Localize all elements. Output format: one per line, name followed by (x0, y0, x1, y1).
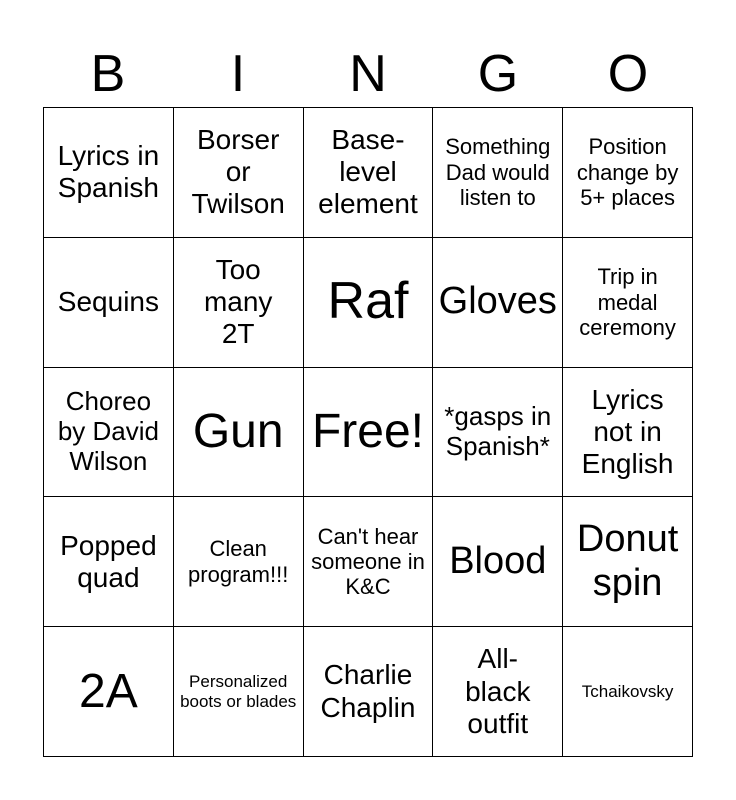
bingo-cell[interactable] (563, 108, 693, 238)
cell-label: Sequins (57, 286, 159, 318)
cell-label: Lyrics in Spanish (57, 140, 160, 204)
bingo-grid (43, 107, 693, 757)
cell-label: Something Dad would listen to (445, 134, 551, 211)
bingo-cell[interactable] (433, 497, 563, 627)
cell-label: Clean program!!! (188, 536, 289, 587)
cell-label: Free! (311, 405, 424, 459)
bingo-cell[interactable] (433, 627, 563, 757)
cell-label: 2A (79, 665, 138, 718)
cell-label: Blood (449, 539, 547, 582)
cell-label: Too many 2T (203, 253, 273, 350)
cell-label: Gun (192, 405, 284, 459)
cell-label: Donut spin (576, 518, 679, 604)
cell-label: Personalized boots or blades (180, 672, 297, 711)
cell-label: All-black outfit (465, 643, 531, 739)
bingo-cell[interactable] (44, 238, 174, 368)
bingo-cell[interactable] (433, 368, 563, 498)
bingo-cell[interactable] (304, 368, 434, 498)
cell-label: Trip in medal ceremony (579, 264, 676, 340)
bingo-cell[interactable] (174, 108, 304, 238)
bingo-cell[interactable] (433, 108, 563, 238)
bingo-cell[interactable] (44, 627, 174, 757)
bingo-cell[interactable] (304, 108, 434, 238)
bingo-cell[interactable] (304, 497, 434, 627)
bingo-cell[interactable] (174, 627, 304, 757)
bingo-cell[interactable] (174, 368, 304, 498)
cell-label: Borser or Twilson (191, 124, 285, 220)
bingo-cell[interactable] (304, 627, 434, 757)
cell-label: Raf (327, 272, 409, 331)
header-letter-n: N (349, 45, 387, 103)
bingo-cell[interactable] (563, 368, 693, 498)
header-letter-o: O (607, 45, 649, 103)
bingo-cell[interactable] (304, 238, 434, 368)
cell-label: Choreo by David Wilson (57, 386, 159, 476)
bingo-header (43, 44, 693, 104)
cell-label: Charlie Chaplin (320, 659, 416, 723)
cell-label: Base-level element (318, 124, 418, 220)
bingo-cell[interactable] (433, 238, 563, 368)
bingo-cell[interactable] (44, 497, 174, 627)
cell-label: Gloves (438, 280, 557, 323)
cell-label: Tchaikovsky (581, 681, 674, 701)
bingo-cell[interactable] (563, 627, 693, 757)
bingo-cell[interactable] (563, 238, 693, 368)
bingo-cell[interactable] (44, 368, 174, 498)
bingo-cell[interactable] (44, 108, 174, 238)
header-letter-g: G (477, 45, 519, 103)
bingo-cell[interactable] (174, 497, 304, 627)
cell-label: Lyrics not in English (581, 383, 674, 480)
header-letter-b: B (90, 45, 126, 103)
cell-label: *gasps in Spanish* (444, 401, 552, 461)
cell-label: Position change by 5+ places (576, 134, 679, 211)
bingo-cell[interactable] (174, 238, 304, 368)
cell-label: Popped quad (60, 529, 157, 593)
cell-label: Can't hear someone in K&C (311, 523, 425, 600)
header-letter-i: I (230, 45, 246, 103)
bingo-cell[interactable] (563, 497, 693, 627)
